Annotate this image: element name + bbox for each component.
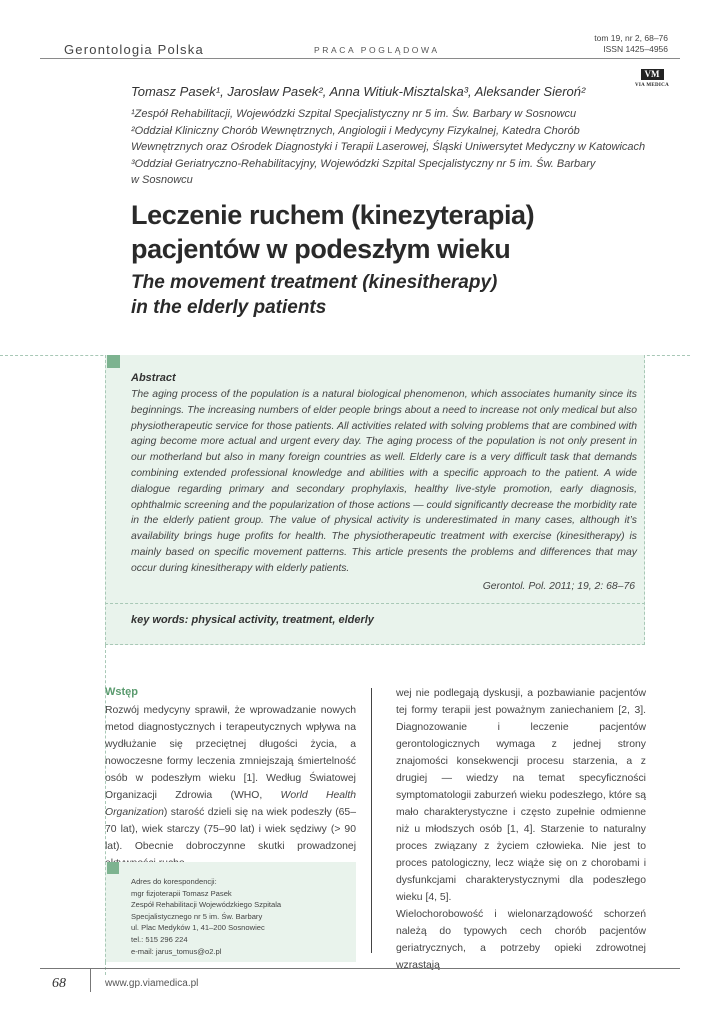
title-polish	[131, 198, 534, 266]
affiliation-line: w Sosnowcu	[131, 174, 193, 186]
affiliations	[131, 106, 651, 189]
correspondence-marker	[107, 862, 119, 874]
keywords-rule	[105, 603, 645, 604]
abstract-marker	[107, 355, 120, 368]
correspondence-line: Specjalistycznego nr 5 im. Św. Barbary	[131, 911, 263, 921]
affiliation-line: ²Oddział Kliniczny Chorób Wewnętrznych, Angiologii i Medycyny Fizykalnej, Katedra Chorób	[131, 124, 580, 137]
footer-rule	[40, 968, 680, 969]
body-column-left	[105, 702, 356, 872]
volume-info	[594, 33, 668, 55]
abstract-text: The aging process of the population is a natural biological phenomenon, which associates humanity since its beginnings. The increasing numbers of elder people brings about a need to increase not only medical but also physiotherapeutic service for those patients. All activities related with solving problems that are combined with aging become more actual and urgent every day. The aging process of the population is not only present in our motherland but also in many foreign countries as well. Elderly care is a very difficult task that demands combining extended professional knowledge and abilities with a specific approach to the patient. A wide dialogue regarding primary and secondary prophylaxis, healthy live-style promotion, early diagnosis, ophthalmic screening and the popularization of those actions — could significantly decrease the morbidity rate in the elderly patient group. The value of physical activity is underestimated in many cases, although it’s availability brings huge profits for health. The physiotherapeutic treatment with exercise (kinesitherapy) is mainly based on specific movement patterns. This article presents the problems and differences that may occur during kinesitherapy with elderly patients.	[131, 389, 637, 574]
correspondence-line: ul. Plac Medyków 1, 41–200 Sosnowiec	[131, 923, 265, 933]
volume-line: tom 19, nr 2, 68–76	[594, 33, 668, 43]
abstract-heading: Abstract	[131, 372, 176, 384]
affiliation-line: ¹Zespół Rehabilitacji, Wojewódzki Szpital Specjalistyczny nr 5 im. Św. Barbary w Sosnowcu	[131, 108, 577, 120]
title-line: Leczenie ruchem (kinezyterapia)	[131, 200, 535, 230]
correspondence-line: e-mail: jarus_tomus@o2.pl	[131, 946, 222, 956]
correspondence-line: mgr fizjoterapii Tomasz Pasek	[131, 888, 232, 898]
publisher-logo	[634, 64, 670, 88]
intro-text-part: Rozwój medycyny sprawił, że wprowadzanie nowych metod diagnostycznych i terapeutycznych wpływa na wydłużanie się przeciętnej długości życia, a nowoczesne formy leczenia zmniejszają śmiertelność osób w podeszłym wieku [1]. Według Światowej Organizacji Zdrowia (WHO,	[105, 705, 356, 801]
intro-paragraph	[105, 702, 356, 872]
title-line: in the elderly patients	[131, 297, 327, 318]
column-divider	[371, 688, 372, 953]
citation: Gerontol. Pol. 2011; 19, 2: 68–76	[482, 581, 635, 592]
intro-text-part: ) starość dzieli się na wiek podeszły (65–70 lat), wiek starczy (75–90 lat) i wiek sędziwy (> 90 lat). Obecnie dobroczynne skutki prowadzonej	[105, 807, 356, 852]
keywords: key words: physical activity, treatment, elderly	[131, 614, 374, 626]
page-number: 68	[52, 976, 66, 991]
body-column-right	[396, 685, 646, 974]
journal-url[interactable]: www.gp.viamedica.pl	[105, 978, 199, 989]
correspondence-line: Adres do korespondencji:	[131, 877, 217, 886]
article-type: PRACA POGLĄDOWA	[314, 45, 440, 55]
correspondence-line: Zespół Rehabilitacji Wojewódzkiego Szpitala	[131, 900, 282, 910]
intro-text-italic: World Health Organization	[105, 790, 356, 818]
affiliation-line: Wewnętrznych oraz Ośrodek Diagnostyki i Terapii Laserowej, Śląski Uniwersytet Medyczny w Katowicach	[131, 141, 646, 153]
footer-divider	[90, 968, 91, 992]
title-line: The movement treatment (kinesitherapy)	[131, 272, 498, 293]
affiliation-line: ³Oddział Geriatryczno-Rehabilitacyjny, Wojewódzki Szpital Specjalistyczny nr 5 im. Św. Barbary	[131, 157, 596, 170]
authors: Tomasz Pasek¹, Jarosław Pasek², Anna Witiuk-Misztalska³, Aleksander Sieroń²	[131, 84, 586, 99]
correspondence-line: tel.: 515 296 224	[131, 934, 188, 944]
logo-subtext: VIA MEDICA	[635, 83, 669, 88]
journal-name: Gerontologia Polska	[64, 42, 204, 57]
title-line: pacjentów w podeszłym wieku	[131, 234, 511, 264]
section-heading-intro: Wstęp	[105, 686, 138, 698]
issn-line: ISSN 1425–4956	[603, 44, 668, 54]
title-english	[131, 270, 497, 320]
body-paragraph: wej nie podlegają dyskusji, a pozbawianie pacjentów tej formy terapii jest poważnym zaniechaniem [2, 3]. Diagnozowanie i leczenie pacjentów gerontologicznych wymaga z jednej strony znajomości konsekwencji procesu starzenia, a z drugiej — wiedzy na temat specyficzności symptomatologii zaburzeń wieku podeszłego, które są mało charakterystyczne i często zupełnie odmienne niż u młodszych osób [1, 4]. Starzenie to naturalny proces związany z życiem człowieka. Nie jest to proces patologiczny, lecz wiąże się on z chorobami i dysfunkcjami charakterystycznymi dla podeszłego wieku [4, 5].	[396, 688, 646, 903]
body-paragraph: Wielochorobowość i wielonarządowość schorzeń należą do typowych cech chorób pacjentów geriatrycznych, a potrzeby opieki zdrowotnej wzrastają	[396, 909, 646, 971]
correspondence-text	[131, 876, 351, 957]
header-rule	[40, 58, 680, 59]
logo-mark: VM	[641, 69, 664, 80]
